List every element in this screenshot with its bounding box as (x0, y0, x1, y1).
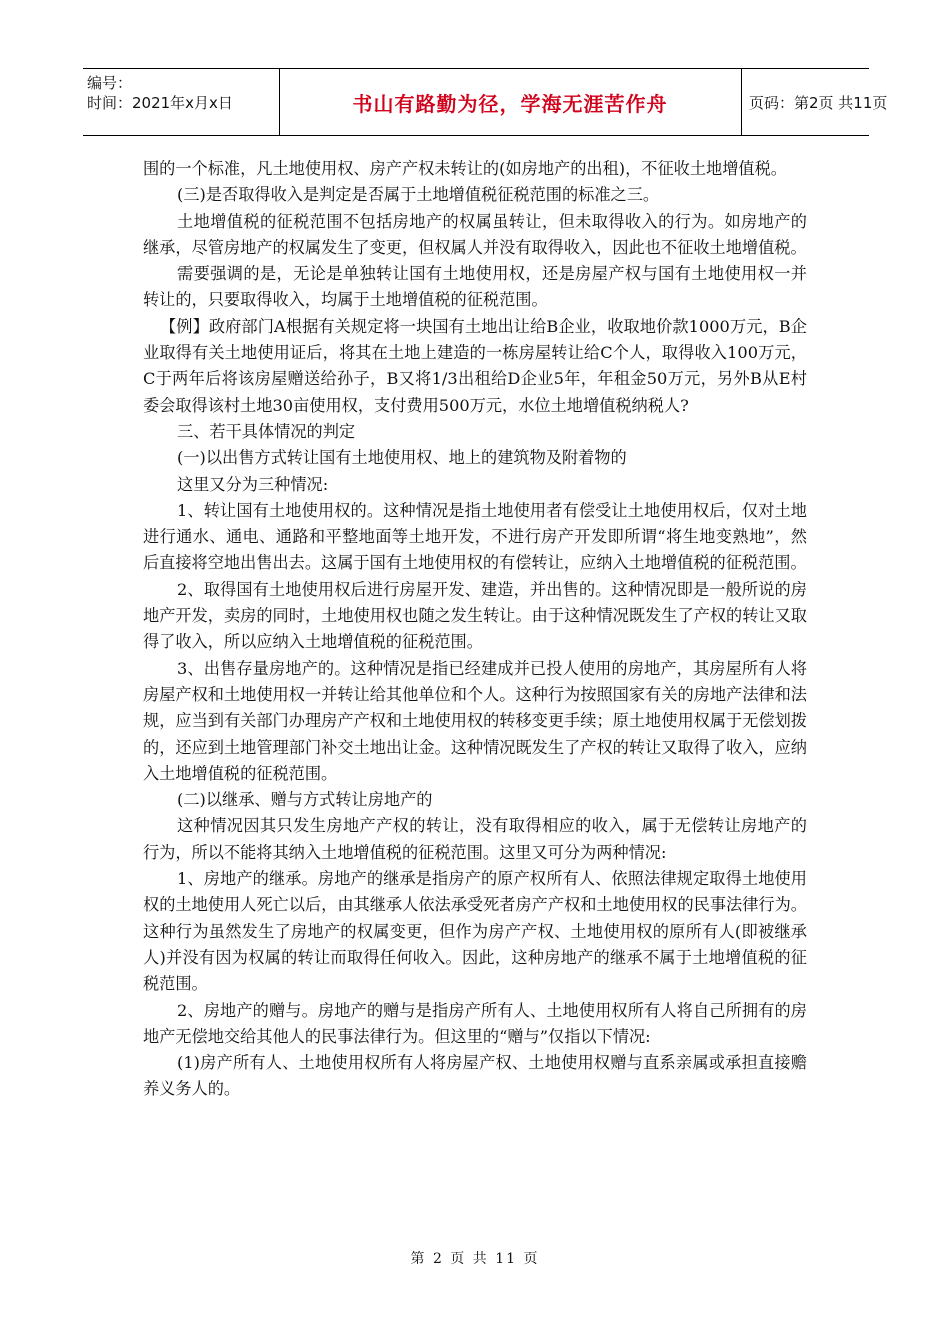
header-page-cell (741, 69, 888, 135)
time-label: 时间：2021年x月x日 (87, 94, 233, 112)
paragraph: 三、若干具体情况的判定 (177, 421, 356, 441)
paragraph: 这里又分为三种情况: (177, 474, 329, 494)
paragraph: (二)以继承、赠与方式转让房地产的 (177, 790, 433, 810)
paragraph: (1)房产所有人、土地使用权所有人将房屋产权、土地使用权赠与直系亲属或承担直接赡养义务人的。 (143, 1053, 807, 1099)
paragraph: 这种情况因其只发生房地产产权的转让，没有取得相应的收入，属于无偿转让房地产的行为，所以不能将其纳入土地增值税的征税范围。这里又可分为两种情况: (143, 816, 807, 862)
paragraph: (一)以出售方式转让国有土地使用权、地上的建筑物及附着物的 (177, 448, 627, 468)
paragraph: 围的一个标准，凡土地使用权、房产产权未转让的(如房地产的出租)，不征收土地增值税。 (143, 159, 787, 178)
page-footer: 第 2 页 共 11 页 (410, 1251, 540, 1267)
document-body (143, 156, 807, 1103)
header-info-cell (83, 69, 280, 135)
motto: 书山有路勤为径，学海无涯苦作舟 (352, 91, 668, 116)
paragraph: 1、房地产的继承。房地产的继承是指房产的原产权所有人、依照法律规定取得土地使用权的土地使用人死亡以后，由其继承人依法承受死者房产产权和土地使用权的民事法律行为。这种行为虽然发生了房地产的权属变更，但作为房产产权、土地使用权的原所有人(即被继承人)并没有因为权属的转让而取得任何收入。因此，这种房地产的继承不属于土地增值税的征税范围。 (143, 869, 807, 994)
paragraph: 需要强调的是，无论是单独转让国有土地使用权，还是房屋产权与国有土地使用权一并转让的，只要取得收入，均属于土地增值税的征税范围。 (143, 264, 807, 310)
paragraph: (三)是否取得收入是判定是否属于土地增值税征税范围的标准之三。 (177, 185, 660, 205)
number-label: 编号： (87, 74, 133, 92)
paragraph: 2、房地产的赠与。房地产的赠与是指房产所有人、土地使用权所有人将自己所拥有的房地产无偿地交给其他人的民事法律行为。但这里的“赠与”仅指以下情况: (143, 1000, 807, 1046)
paragraph: 2、取得国有土地使用权后进行房屋开发、建造，并出售的。这种情况即是一般所说的房地产开发，卖房的同时，土地使用权也随之发生转让。由于这种情况既发生了产权的转让又取得了收入，所以应纳入土地增值税的征税范围。 (143, 579, 807, 652)
paragraph: 土地增值税的征税范围不包括房地产的权属虽转让，但未取得收入的行为。如房地产的继承，尽管房地产的权属发生了变更，但权属人并没有取得收入，因此也不征收土地增值税。 (143, 211, 807, 257)
page-header (83, 68, 888, 136)
header-motto-cell (279, 69, 742, 135)
paragraph: 3、出售存量房地产的。这种情况是指已经建成并已投人使用的房地产，其房屋所有人将房屋产权和土地使用权一并转让给其他单位和个人。这种行为按照国家有关的房地产法律和法规，应当到有关部门办理房产产权和土地使用权的转移变更手续；原土地使用权属于无偿划拨的，还应到土地管理部门补交土地出让金。这种情况既发生了产权的转让又取得了收入，应纳入土地增值税的征税范围。 (143, 658, 807, 783)
paragraph: 【例】政府部门A根据有关规定将一块国有土地出让给B企业，收取地价款1000万元，B企业取得有关土地使用证后，将其在土地上建造的一栋房屋转让给C个人，取得收入100万元，C于两年后将该房屋赠送给孙子，B又将1/3出租给D企业5年，年租金50万元，另外B从E村委会取得该村土地30亩使用权，支付费用500万元，水位土地增值税纳税人? (143, 316, 807, 415)
paragraph: 1、转让国有土地使用权的。这种情况是指土地使用者有偿受让土地使用权后，仅对土地进行通水、通电、通路和平整地面等土地开发，不进行房产开发即所谓“将生地变熟地”，然后直接将空地出售出去。这属于国有土地使用权的有偿转让，应纳入土地增值税的征税范围。 (143, 500, 807, 573)
page-info: 页码：第2页 共11页 (749, 93, 888, 112)
